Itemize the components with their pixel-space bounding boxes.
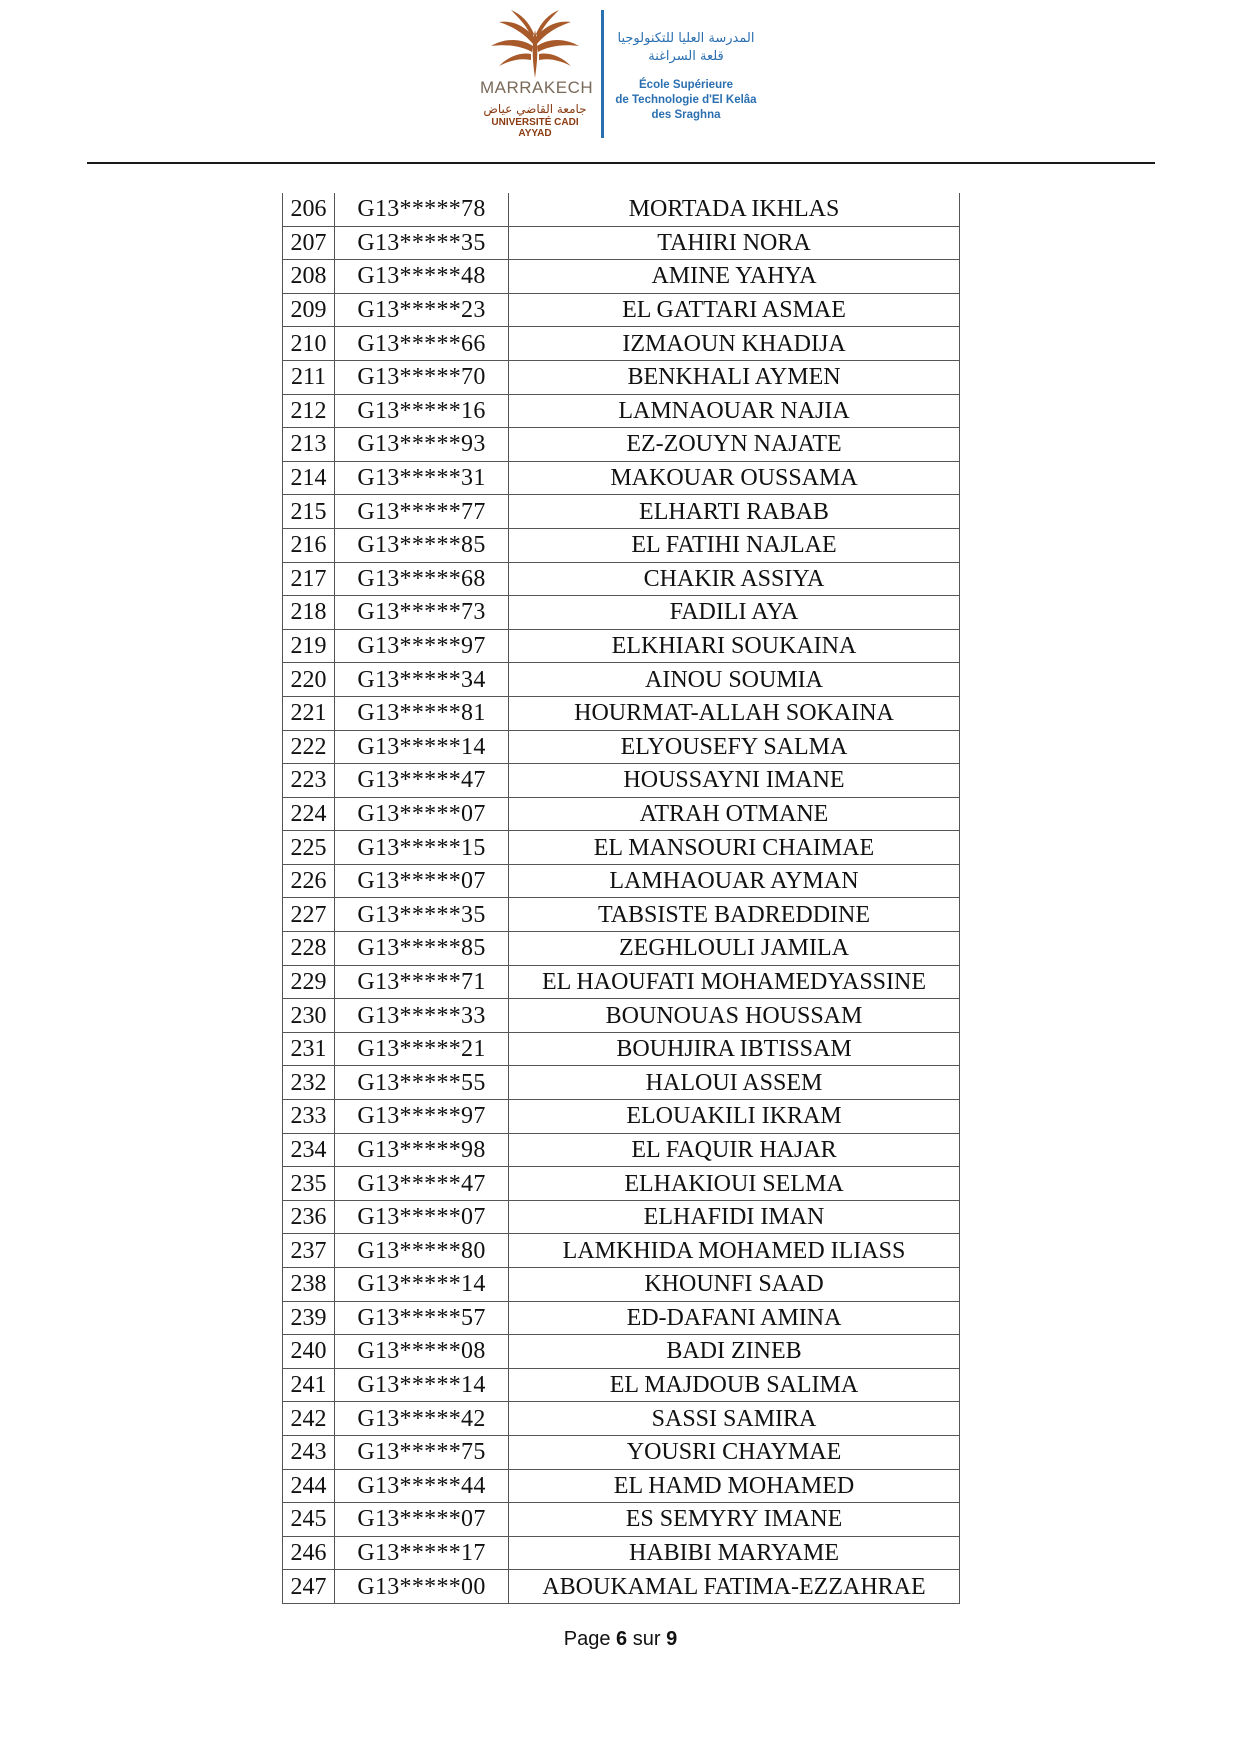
student-code-cell: G13*****81 [335, 696, 509, 730]
table-row [283, 663, 960, 697]
student-name-cell: ABOUKAMAL FATIMA-EZZAHRAE [509, 1570, 960, 1604]
student-name-cell: LAMHAOUAR AYMAN [509, 864, 960, 898]
logo-city-text: MARRAKECH [480, 78, 594, 97]
table-row [283, 1503, 960, 1537]
student-name-cell: LAMNAOUAR NAJIA [509, 394, 960, 428]
student-code-cell: G13*****93 [335, 428, 509, 462]
row-number-cell: 241 [283, 1368, 335, 1402]
row-number-cell: 206 [283, 193, 335, 226]
student-name-cell: ELYOUSEFY SALMA [509, 730, 960, 764]
university-logo [480, 8, 594, 140]
row-number-cell: 218 [283, 596, 335, 630]
student-name-cell: BOUHJIRA IBTISSAM [509, 1032, 960, 1066]
school-name-french-line2: de Technologie d'El Kelâa [615, 94, 757, 106]
table-row [283, 764, 960, 798]
row-number-cell: 242 [283, 1402, 335, 1436]
row-number-cell: 239 [283, 1301, 335, 1335]
row-number-cell: 221 [283, 696, 335, 730]
student-name-cell: MORTADA IKHLAS [509, 193, 960, 226]
row-number-cell: 228 [283, 932, 335, 966]
row-number-cell: 245 [283, 1503, 335, 1537]
table-row [283, 1536, 960, 1570]
student-code-cell: G13*****07 [335, 1503, 509, 1537]
student-code-cell: G13*****48 [335, 260, 509, 294]
student-name-cell: BOUNOUAS HOUSSAM [509, 999, 960, 1033]
student-code-cell: G13*****31 [335, 461, 509, 495]
row-number-cell: 240 [283, 1335, 335, 1369]
student-code-cell: G13*****07 [335, 1200, 509, 1234]
current-page-number: 6 [616, 1628, 628, 1650]
table-row [283, 1570, 960, 1604]
row-number-cell: 216 [283, 528, 335, 562]
row-number-cell: 230 [283, 999, 335, 1033]
student-name-cell: MAKOUAR OUSSAMA [509, 461, 960, 495]
student-name-cell: ELHARTI RABAB [509, 495, 960, 529]
row-number-cell: 209 [283, 293, 335, 327]
footer-prefix: Page [563, 1628, 611, 1650]
row-number-cell: 210 [283, 327, 335, 361]
table-row [283, 1268, 960, 1302]
student-code-cell: G13*****68 [335, 562, 509, 596]
student-name-cell: FADILI AYA [509, 596, 960, 630]
table-row [283, 1335, 960, 1369]
row-number-cell: 236 [283, 1200, 335, 1234]
row-number-cell: 238 [283, 1268, 335, 1302]
table-row [283, 999, 960, 1033]
student-name-cell: HOURMAT-ALLAH SOKAINA [509, 696, 960, 730]
row-number-cell: 233 [283, 1100, 335, 1134]
student-code-cell: G13*****75 [335, 1435, 509, 1469]
table-row [283, 1167, 960, 1201]
student-code-cell: G13*****14 [335, 1368, 509, 1402]
student-name-cell: TABSISTE BADREDDINE [509, 898, 960, 932]
row-number-cell: 237 [283, 1234, 335, 1268]
row-number-cell: 208 [283, 260, 335, 294]
student-name-cell: EL MAJDOUB SALIMA [509, 1368, 960, 1402]
student-code-cell: G13*****85 [335, 932, 509, 966]
row-number-cell: 231 [283, 1032, 335, 1066]
table-row [283, 730, 960, 764]
row-number-cell: 234 [283, 1133, 335, 1167]
table-row [283, 1402, 960, 1436]
table-row [283, 1368, 960, 1402]
table-row [283, 696, 960, 730]
student-name-cell: LAMKHIDA MOHAMED ILIASS [509, 1234, 960, 1268]
student-name-cell: YOUSRI CHAYMAE [509, 1435, 960, 1469]
student-code-cell: G13*****14 [335, 1268, 509, 1302]
table-row [283, 831, 960, 865]
student-code-cell: G13*****47 [335, 1167, 509, 1201]
student-name-cell: EL MANSOURI CHAIMAE [509, 831, 960, 865]
student-name-cell: ELHAKIOUI SELMA [509, 1167, 960, 1201]
row-number-cell: 229 [283, 965, 335, 999]
student-name-cell: SASSI SAMIRA [509, 1402, 960, 1436]
school-name-french-line1: École Supérieure [639, 79, 733, 91]
student-code-cell: G13*****17 [335, 1536, 509, 1570]
student-code-cell: G13*****07 [335, 797, 509, 831]
student-code-cell: G13*****97 [335, 629, 509, 663]
row-number-cell: 243 [283, 1435, 335, 1469]
student-name-cell: BENKHALI AYMEN [509, 360, 960, 394]
palm-emblem-icon [485, 8, 585, 80]
row-number-cell: 214 [283, 461, 335, 495]
student-code-cell: G13*****55 [335, 1066, 509, 1100]
student-name-cell: ED-DAFANI AMINA [509, 1301, 960, 1335]
row-number-cell: 224 [283, 797, 335, 831]
table-row [283, 797, 960, 831]
table-row [283, 1066, 960, 1100]
student-name-cell: EL FAQUIR HAJAR [509, 1133, 960, 1167]
student-name-cell: EL FATIHI NAJLAE [509, 528, 960, 562]
student-code-cell: G13*****00 [335, 1570, 509, 1604]
student-name-cell: ELKHIARI SOUKAINA [509, 629, 960, 663]
table-row [283, 864, 960, 898]
student-code-cell: G13*****34 [335, 663, 509, 697]
student-code-cell: G13*****77 [335, 495, 509, 529]
table-row [283, 461, 960, 495]
student-name-cell: ATRAH OTMANE [509, 797, 960, 831]
row-number-cell: 225 [283, 831, 335, 865]
total-pages-number: 9 [666, 1628, 678, 1650]
school-name-arabic-line1: المدرسة العليا للتكنولوجيا [617, 31, 755, 46]
row-number-cell: 244 [283, 1469, 335, 1503]
student-code-cell: G13*****21 [335, 1032, 509, 1066]
student-name-cell: AMINE YAHYA [509, 260, 960, 294]
student-code-cell: G13*****73 [335, 596, 509, 630]
student-name-cell: IZMAOUN KHADIJA [509, 327, 960, 361]
row-number-cell: 207 [283, 226, 335, 260]
student-code-cell: G13*****85 [335, 528, 509, 562]
student-name-cell: EL HAMD MOHAMED [509, 1469, 960, 1503]
table-row [283, 562, 960, 596]
student-name-cell: HALOUI ASSEM [509, 1066, 960, 1100]
student-code-cell: G13*****66 [335, 327, 509, 361]
student-name-cell: ELHAFIDI IMAN [509, 1200, 960, 1234]
row-number-cell: 212 [283, 394, 335, 428]
table-row [283, 495, 960, 529]
row-number-cell: 226 [283, 864, 335, 898]
page-footer [0, 1628, 1241, 1651]
page-header [0, 0, 1241, 150]
student-code-cell: G13*****08 [335, 1335, 509, 1369]
table-row [283, 596, 960, 630]
student-code-cell: G13*****98 [335, 1133, 509, 1167]
school-name-french-line3: des Sraghna [651, 109, 721, 121]
student-list-table [282, 193, 960, 1604]
row-number-cell: 211 [283, 360, 335, 394]
row-number-cell: 217 [283, 562, 335, 596]
student-code-cell: G13*****16 [335, 394, 509, 428]
student-name-cell: EL GATTARI ASMAE [509, 293, 960, 327]
table-row [283, 1200, 960, 1234]
table-row [283, 1234, 960, 1268]
row-number-cell: 232 [283, 1066, 335, 1100]
table-row [283, 360, 960, 394]
table-row [283, 528, 960, 562]
table-row [283, 293, 960, 327]
table-row [283, 1435, 960, 1469]
table-row [283, 1469, 960, 1503]
student-name-cell: TAHIRI NORA [509, 226, 960, 260]
school-name-french [606, 78, 766, 123]
table-row [283, 1301, 960, 1335]
student-code-cell: G13*****42 [335, 1402, 509, 1436]
student-code-cell: G13*****78 [335, 193, 509, 226]
row-number-cell: 220 [283, 663, 335, 697]
row-number-cell: 219 [283, 629, 335, 663]
row-number-cell: 235 [283, 1167, 335, 1201]
student-code-cell: G13*****80 [335, 1234, 509, 1268]
student-code-cell: G13*****23 [335, 293, 509, 327]
row-number-cell: 223 [283, 764, 335, 798]
student-name-cell: ES SEMYRY IMANE [509, 1503, 960, 1537]
table-row [283, 629, 960, 663]
row-number-cell: 215 [283, 495, 335, 529]
student-code-cell: G13*****97 [335, 1100, 509, 1134]
student-code-cell: G13*****14 [335, 730, 509, 764]
table-row [283, 965, 960, 999]
student-name-cell: HOUSSAYNI IMANE [509, 764, 960, 798]
university-name-french: UNIVERSITÉ CADI AYYAD [491, 117, 579, 139]
row-number-cell: 227 [283, 898, 335, 932]
student-name-cell: ZEGHLOULI JAMILA [509, 932, 960, 966]
table-row [283, 898, 960, 932]
student-code-cell: G13*****57 [335, 1301, 509, 1335]
student-code-cell: G13*****47 [335, 764, 509, 798]
table-row [283, 1100, 960, 1134]
student-name-cell: KHOUNFI SAAD [509, 1268, 960, 1302]
student-name-cell: EZ-ZOUYN NAJATE [509, 428, 960, 462]
table-row [283, 932, 960, 966]
table-row [283, 394, 960, 428]
student-code-cell: G13*****35 [335, 226, 509, 260]
row-number-cell: 213 [283, 428, 335, 462]
table-row [283, 260, 960, 294]
table-row [283, 1133, 960, 1167]
university-name-arabic: جامعة القاضي عياض [483, 102, 587, 116]
student-code-cell: G13*****44 [335, 1469, 509, 1503]
student-name-cell: HABIBI MARYAME [509, 1536, 960, 1570]
footer-separator: sur [632, 1628, 661, 1650]
table-row [283, 428, 960, 462]
student-code-cell: G13*****71 [335, 965, 509, 999]
student-code-cell: G13*****15 [335, 831, 509, 865]
row-number-cell: 246 [283, 1536, 335, 1570]
student-name-cell: CHAKIR ASSIYA [509, 562, 960, 596]
table-row [283, 193, 960, 226]
header-divider [601, 10, 604, 138]
student-name-cell: EL HAOUFATI MOHAMEDYASSINE [509, 965, 960, 999]
student-name-cell: ELOUAKILI IKRAM [509, 1100, 960, 1134]
school-name-arabic-line2: قلعة السراغنة [648, 49, 724, 64]
table-row [283, 327, 960, 361]
student-name-cell: AINOU SOUMIA [509, 663, 960, 697]
student-code-cell: G13*****70 [335, 360, 509, 394]
student-code-cell: G13*****07 [335, 864, 509, 898]
table-row [283, 226, 960, 260]
student-code-cell: G13*****35 [335, 898, 509, 932]
row-number-cell: 222 [283, 730, 335, 764]
header-rule [87, 162, 1155, 164]
student-code-cell: G13*****33 [335, 999, 509, 1033]
row-number-cell: 247 [283, 1570, 335, 1604]
table-row [283, 1032, 960, 1066]
student-name-cell: BADI ZINEB [509, 1335, 960, 1369]
school-name-block [606, 30, 766, 123]
